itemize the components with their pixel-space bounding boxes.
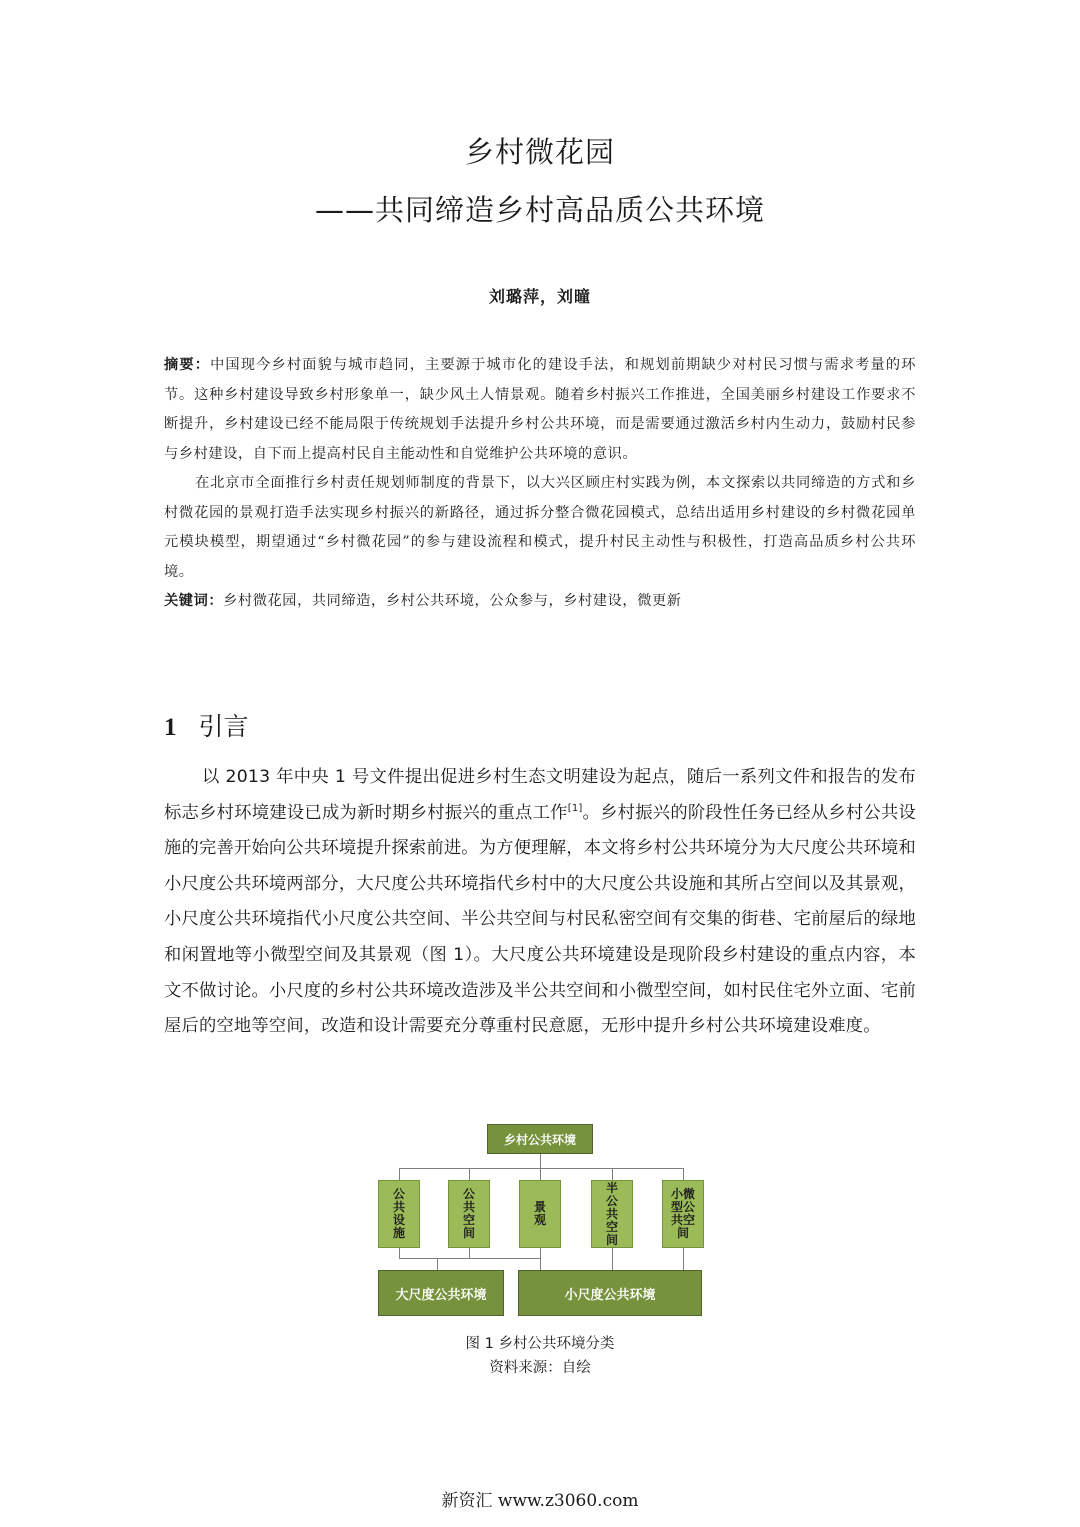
keywords-text: 乡村微花园，共同缔造，乡村公共环境，公众参与，乡村建设，微更新 [223,593,682,609]
connector-2 [469,1168,470,1180]
category-semi-public-space: 半公共空间 [591,1180,633,1248]
authors: 刘璐萍，刘曈 [488,287,591,306]
category-landscape: 景观 [519,1180,561,1248]
connector-lower-2 [469,1248,470,1258]
section-heading [164,707,249,743]
figure-caption: 图 1 乡村公共环境分类 [465,1336,615,1352]
section-title: 引言 [198,712,249,741]
connector-root [540,1154,541,1168]
body-text-part1: 以 2013 年中央 1 号文件提出促进乡村生态文明建设为起点，随后一系列文件和报告的发布标志乡村环境建设已成为新时期乡村振兴的重点工作 [164,767,916,823]
category-micro-public-space: 小微型公共空间 [662,1180,704,1248]
figure-caption-block [0,1332,1080,1380]
connector-lower-1 [399,1248,400,1258]
diagram-root-node: 乡村公共环境 [487,1124,593,1154]
citation-ref[interactable]: [1] [567,802,583,814]
group-small-scale: 小尺度公共环境 [518,1270,702,1316]
figure-source: 资料来源：自绘 [489,1360,591,1376]
keywords [164,587,916,617]
connector-large [437,1258,438,1270]
footer-watermark: 新资汇 www.z3060.com [441,1491,639,1511]
category-public-space: 公共空间 [448,1180,490,1248]
body-paragraph [164,760,916,1045]
connector-to-small-left [540,1258,541,1270]
category-public-facilities: 公共设施 [378,1180,420,1248]
connector-lower-4 [612,1248,613,1270]
connector-lower-3 [540,1248,541,1258]
keywords-label: 关键词： [164,593,224,609]
connector-lower-horizontal-large [399,1258,541,1259]
abstract-paragraph-1 [164,351,916,469]
figure-1-diagram [377,1124,703,1318]
abstract-label: 摘要： [164,357,211,373]
connector-1 [399,1168,400,1180]
connector-5 [683,1168,684,1180]
abstract [164,351,916,617]
group-large-scale: 大尺度公共环境 [378,1270,504,1316]
connector-4 [612,1168,613,1180]
abstract-text-1: 中国现今乡村面貌与城市趋同，主要源于城市化的建设手法，和规划前期缺少对村民习惯与需求考量的环节。这种乡村建设导致乡村形象单一，缺少风土人情景观。随着乡村振兴工作推进，全国美丽乡村建设工作要求不断提升，乡村建设已经不能局限于传统规划手法提升乡村公共环境，而是需要通过激活乡村内生动力，鼓励村民参与乡村建设，自下而上提高村民自主能动性和自觉维护公共环境的意识。 [164,357,916,462]
section-number: 1 [164,714,177,741]
connector-horizontal [399,1168,683,1169]
paper-subtitle: ——共同缔造乡村高品质公共环境 [314,193,765,227]
connector-3 [540,1168,541,1180]
body-text-part2: 。乡村振兴的阶段性任务已经从乡村公共设施的完善开始向公共环境提升探索前进。为方便理解，本文将乡村公共环境分为大尺度公共环境和小尺度公共环境两部分，大尺度公共环境指代乡村中的大尺度公共设施和其所占空间以及其景观，小尺度公共环境指代小尺度公共空间、半公共空间与村民私密空间有交集的街巷、宅前屋后的绿地和闲置地等小微型空间及其景观（图 1）。大尺度公共环境建设是现阶段乡村建设的重点内容，本文不做讨论。小尺度的乡村公共环境改造涉及半公共空间和小微型空间，如村民住宅外立面、宅前屋后的空地等空间，改造和设计需要充分尊重村民意愿，无形中提升乡村公共环境建设难度。 [164,802,916,1037]
connector-lower-5 [683,1248,684,1270]
paper-title: 乡村微花园 [464,135,615,169]
abstract-paragraph-2: 在北京市全面推行乡村责任规划师制度的背景下，以大兴区顾庄村实践为例，本文探索以共同缔造的方式和乡村微花园的景观打造手法实现乡村振兴的新路径，通过拆分整合微花园模式，总结出适用乡村建设的乡村微花园单元模块模型，期望通过“乡村微花园”的参与建设流程和模式，提升村民主动性与积极性，打造高品质乡村公共环境。 [164,475,916,580]
